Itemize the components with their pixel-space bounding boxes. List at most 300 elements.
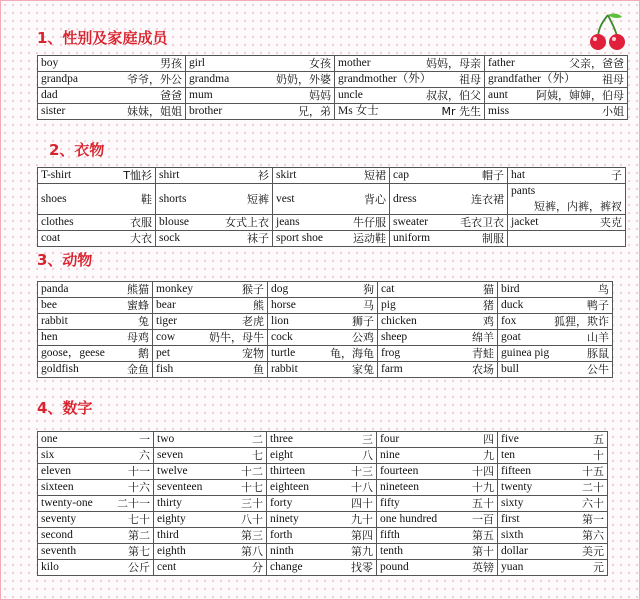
vocab-cell <box>273 231 390 247</box>
chinese-meaning: 十三 <box>351 465 373 478</box>
english-word: twelve <box>157 465 188 477</box>
chinese-meaning: 鸡 <box>483 315 494 328</box>
chinese-meaning: 二十一 <box>117 497 150 510</box>
vocab-cell <box>154 544 267 560</box>
english-word: three <box>270 433 293 445</box>
vocab-cell <box>267 480 377 496</box>
vocab-cell <box>38 512 154 528</box>
chinese-meaning: 蜜蜂 <box>127 299 149 312</box>
vocab-cell <box>498 480 608 496</box>
english-word: sixteen <box>41 481 74 493</box>
vocab-cell <box>153 330 268 346</box>
english-word: four <box>380 433 400 445</box>
english-word: bear <box>156 299 176 311</box>
chinese-meaning: 英镑 <box>472 561 494 574</box>
chinese-meaning: 一 <box>139 433 150 446</box>
english-word: seventy <box>41 513 77 525</box>
vocab-cell <box>268 282 378 298</box>
vocab-cell <box>38 544 154 560</box>
chinese-meaning: 八 <box>362 449 373 462</box>
vocab-cell <box>153 362 268 378</box>
vocab-cell <box>38 298 153 314</box>
chinese-meaning: 夹克 <box>600 216 622 229</box>
chinese-meaning: 第二 <box>128 529 150 542</box>
vocab-cell <box>38 88 186 104</box>
english-word: goose，geese <box>41 347 105 359</box>
english-word: goat <box>501 331 521 343</box>
vocab-cell <box>38 72 186 88</box>
english-word: eighteen <box>270 481 309 493</box>
chinese-meaning: 老虎 <box>242 315 264 328</box>
english-word: pants <box>511 185 536 197</box>
vocab-cell <box>335 104 485 120</box>
english-word: fish <box>156 363 174 375</box>
chinese-meaning: 五十 <box>472 497 494 510</box>
table-row <box>38 56 628 72</box>
chinese-meaning: 猫 <box>483 283 494 296</box>
chinese-meaning: 第八 <box>241 545 263 558</box>
english-word: shorts <box>159 192 187 205</box>
chinese-meaning: 第七 <box>128 545 150 558</box>
english-word: T-shirt <box>41 169 72 181</box>
vocab-cell <box>267 528 377 544</box>
chinese-meaning: T恤衫 <box>123 169 152 182</box>
english-word: twenty-one <box>41 497 93 509</box>
english-word: fourteen <box>380 465 419 477</box>
vocab-cell <box>38 184 156 215</box>
chinese-meaning: 鱼 <box>253 363 264 376</box>
english-word: mum <box>189 89 213 101</box>
english-word: cock <box>271 331 293 343</box>
table-row <box>38 88 628 104</box>
english-word: vest <box>276 192 295 205</box>
chinese-meaning: 猪 <box>483 299 494 312</box>
english-word: tiger <box>156 315 178 327</box>
chinese-meaning: 子 <box>611 169 622 182</box>
vocab-cell <box>390 231 508 247</box>
chinese-meaning: 四 <box>483 433 494 446</box>
vocab-cell <box>154 560 267 576</box>
chinese-meaning: 十七 <box>241 481 263 494</box>
english-word: uncle <box>338 89 363 101</box>
vocab-cell <box>377 432 498 448</box>
vocab-cell <box>38 496 154 512</box>
vocab-cell <box>377 480 498 496</box>
chinese-meaning: 大衣 <box>130 232 152 245</box>
chinese-meaning: 猴子 <box>242 283 264 296</box>
chinese-meaning: 爸爸 <box>160 89 182 102</box>
vocab-cell <box>377 560 498 576</box>
vocab-cell <box>508 231 626 247</box>
table-row <box>38 72 628 88</box>
chinese-meaning: 第六 <box>582 529 604 542</box>
chinese-meaning: 十四 <box>472 465 494 478</box>
vocab-cell <box>273 215 390 231</box>
chinese-meaning: 女式上衣 <box>225 216 269 229</box>
chinese-meaning: 叔叔，伯父 <box>426 89 481 102</box>
english-word: blouse <box>159 216 190 228</box>
english-word: fox <box>501 315 517 327</box>
vocab-cell <box>390 215 508 231</box>
vocab-cell <box>38 448 154 464</box>
table-row <box>38 231 626 247</box>
chinese-meaning: 奶奶，外婆 <box>276 73 331 86</box>
chinese-meaning: 十六 <box>128 481 150 494</box>
chinese-meaning: 祖母 <box>459 73 481 86</box>
english-word: eight <box>270 449 293 461</box>
vocab-cell <box>38 56 186 72</box>
english-word: seventeen <box>157 481 203 493</box>
english-word: change <box>270 561 303 573</box>
vocab-cell <box>378 282 498 298</box>
english-word: grandma <box>189 73 230 85</box>
family-table <box>37 55 628 120</box>
english-word: cat <box>381 283 395 295</box>
vocab-cell <box>186 56 335 72</box>
chinese-meaning: 龟，海龟 <box>330 347 374 360</box>
vocab-cell <box>153 314 268 330</box>
vocab-cell <box>498 464 608 480</box>
english-word: kilo <box>41 561 59 573</box>
chinese-meaning: 十八 <box>351 481 373 494</box>
vocab-cell <box>267 464 377 480</box>
chinese-meaning: 宠物 <box>242 347 264 360</box>
english-word: eleven <box>41 465 72 477</box>
vocab-cell <box>378 298 498 314</box>
english-word: girl <box>189 57 205 69</box>
vocab-cell <box>154 480 267 496</box>
table-row <box>38 215 626 231</box>
english-word: seventh <box>41 545 77 557</box>
vocab-cell <box>498 512 608 528</box>
table-row <box>38 464 608 480</box>
vocab-cell <box>38 528 154 544</box>
english-word: pig <box>381 299 396 311</box>
vocab-cell <box>390 168 508 184</box>
vocab-cell <box>377 496 498 512</box>
vocab-cell <box>377 544 498 560</box>
english-word: brother <box>189 105 223 117</box>
chinese-meaning: 狐狸，欺诈 <box>554 315 609 328</box>
english-word: panda <box>41 283 69 295</box>
english-word: ninth <box>270 545 294 557</box>
table-row <box>38 544 608 560</box>
table-row <box>38 184 626 215</box>
english-word: grandfather（外） <box>488 73 576 85</box>
english-word: grandpa <box>41 73 79 85</box>
chinese-meaning: 青蛙 <box>472 347 494 360</box>
vocab-cell <box>498 282 613 298</box>
chinese-meaning: 公牛 <box>587 363 609 376</box>
english-word: pound <box>380 561 409 573</box>
vocab-cell <box>267 560 377 576</box>
chinese-meaning: 公斤 <box>128 561 150 574</box>
chinese-meaning: 豚鼠 <box>587 347 609 360</box>
vocab-cell <box>335 56 485 72</box>
vocab-cell <box>508 215 626 231</box>
vocab-cell <box>38 104 186 120</box>
vocab-cell <box>267 496 377 512</box>
english-word: sport shoe <box>276 232 323 244</box>
chinese-meaning: 衫 <box>258 169 269 182</box>
vocab-cell <box>498 544 608 560</box>
vocab-cell <box>485 104 628 120</box>
chinese-meaning: 女孩 <box>309 57 331 70</box>
english-word: forth <box>270 529 293 541</box>
chinese-meaning: 五 <box>593 433 604 446</box>
chinese-meaning: 小姐 <box>602 105 624 118</box>
english-word: monkey <box>156 283 194 295</box>
chinese-meaning: 四十 <box>351 497 373 510</box>
table-row <box>38 560 608 576</box>
chinese-meaning: 制服 <box>482 232 504 245</box>
english-word: horse <box>271 299 296 311</box>
chinese-meaning: 美元 <box>582 545 604 558</box>
vocab-cell <box>38 215 156 231</box>
chinese-meaning: 帽子 <box>482 169 504 182</box>
vocab-cell <box>156 231 273 247</box>
chinese-meaning: 妈妈 <box>309 89 331 102</box>
vocab-cell <box>38 432 154 448</box>
english-word: cow <box>156 331 176 343</box>
chinese-meaning: 六十 <box>582 497 604 510</box>
chinese-meaning: 农场 <box>472 363 494 376</box>
english-word: cap <box>393 169 409 181</box>
chinese-meaning: 十二 <box>241 465 263 478</box>
vocab-cell <box>377 464 498 480</box>
chinese-meaning: 袜子 <box>247 232 269 245</box>
animals-table <box>37 281 613 378</box>
table-row <box>38 448 608 464</box>
vocab-cell <box>498 298 613 314</box>
english-word: hen <box>41 331 58 343</box>
chinese-meaning: 狗 <box>363 283 374 296</box>
chinese-meaning: 六 <box>139 449 150 462</box>
vocab-cell <box>154 496 267 512</box>
english-word: sixty <box>501 497 524 509</box>
english-word: chicken <box>381 315 417 327</box>
english-word: tenth <box>380 545 403 557</box>
english-word: yuan <box>501 561 524 573</box>
vocab-cell <box>378 346 498 362</box>
chinese-meaning: 七十 <box>128 513 150 526</box>
vocab-cell <box>498 362 613 378</box>
chinese-meaning: 阿姨，婶婶，伯母 <box>536 89 624 102</box>
chinese-meaning: 九十 <box>351 513 373 526</box>
vocab-cell <box>267 544 377 560</box>
chinese-meaning: 金鱼 <box>127 363 149 376</box>
chinese-meaning: 公鸡 <box>352 331 374 344</box>
english-word: dog <box>271 283 289 295</box>
chinese-meaning: 短裙 <box>364 169 386 182</box>
english-word: coat <box>41 232 61 244</box>
table-row <box>38 104 628 120</box>
table-row <box>38 480 608 496</box>
english-word: bull <box>501 363 519 375</box>
table-row <box>38 314 613 330</box>
table-row <box>38 330 613 346</box>
chinese-meaning: 鹅 <box>138 347 149 360</box>
english-word: hat <box>511 169 526 181</box>
english-word: one hundred <box>380 513 438 525</box>
vocab-cell <box>38 346 153 362</box>
english-word: sheep <box>381 331 408 343</box>
vocab-cell <box>268 362 378 378</box>
vocab-cell <box>498 432 608 448</box>
table-row <box>38 168 626 184</box>
chinese-meaning: 第一 <box>582 513 604 526</box>
vocab-cell <box>154 448 267 464</box>
english-word: thirteen <box>270 465 306 477</box>
english-word: lion <box>271 315 289 327</box>
english-word: twenty <box>501 481 533 493</box>
vocab-cell <box>498 448 608 464</box>
vocab-cell <box>38 464 154 480</box>
chinese-meaning: 第五 <box>472 529 494 542</box>
section-title-clothes: 2、衣物 <box>49 141 105 159</box>
vocab-cell <box>154 432 267 448</box>
english-word: bird <box>501 283 520 295</box>
chinese-meaning: 鸟 <box>598 283 609 296</box>
chinese-meaning: 祖母 <box>602 73 624 86</box>
vocab-cell <box>186 72 335 88</box>
english-word: clothes <box>41 216 74 228</box>
chinese-meaning: Mr 先生 <box>441 105 481 118</box>
vocab-cell <box>485 56 628 72</box>
english-word: eighth <box>157 545 186 557</box>
chinese-meaning: 母鸡 <box>127 331 149 344</box>
vocab-cell <box>154 464 267 480</box>
chinese-meaning: 短裤，内裤，裤衩 <box>534 200 622 213</box>
english-word: pet <box>156 347 171 359</box>
chinese-meaning: 男孩 <box>160 57 182 70</box>
chinese-meaning: 十一 <box>128 465 150 478</box>
chinese-meaning: 第十 <box>472 545 494 558</box>
chinese-meaning: 三 <box>362 433 373 446</box>
english-word: farm <box>381 363 403 375</box>
chinese-meaning: 七 <box>252 449 263 462</box>
vocab-cell <box>508 168 626 184</box>
vocab-cell <box>377 528 498 544</box>
table-row <box>38 496 608 512</box>
vocab-cell <box>378 330 498 346</box>
vocab-cell <box>268 314 378 330</box>
chinese-meaning: 一百 <box>472 513 494 526</box>
english-word: fifth <box>380 529 400 541</box>
english-word: rabbit <box>271 363 298 375</box>
vocab-cell <box>498 314 613 330</box>
vocab-cell <box>38 480 154 496</box>
vocab-cell <box>498 346 613 362</box>
english-word: one <box>41 433 58 445</box>
chinese-meaning: 山羊 <box>587 331 609 344</box>
chinese-meaning: 绵羊 <box>472 331 494 344</box>
chinese-meaning: 二十 <box>582 481 604 494</box>
english-word: fifty <box>380 497 400 509</box>
english-word: rabbit <box>41 315 68 327</box>
english-word: two <box>157 433 175 445</box>
english-word: jacket <box>511 216 539 228</box>
chinese-meaning: 元 <box>593 561 604 574</box>
vocab-cell <box>156 215 273 231</box>
chinese-meaning: 狮子 <box>352 315 374 328</box>
english-word: nine <box>380 449 400 461</box>
english-word: father <box>488 57 515 69</box>
vocab-cell <box>267 512 377 528</box>
vocab-cell <box>268 346 378 362</box>
english-word: grandmother（外） <box>338 73 432 85</box>
chinese-meaning: 九 <box>483 449 494 462</box>
vocab-cell <box>154 512 267 528</box>
chinese-meaning: 毛衣卫衣 <box>460 216 504 229</box>
english-word: uniform <box>393 232 431 244</box>
chinese-meaning: 第三 <box>241 529 263 542</box>
vocab-cell <box>38 362 153 378</box>
english-word: skirt <box>276 169 297 181</box>
vocab-cell <box>268 330 378 346</box>
chinese-meaning: 运动鞋 <box>353 232 386 245</box>
vocab-cell <box>38 560 154 576</box>
table-row <box>38 528 608 544</box>
vocab-cell <box>38 282 153 298</box>
english-word: goldfish <box>41 363 79 375</box>
vocab-cell <box>485 72 628 88</box>
english-word: shoes <box>41 192 67 205</box>
vocab-cell <box>498 330 613 346</box>
vocab-cell <box>390 184 508 215</box>
english-word: nineteen <box>380 481 419 493</box>
vocab-cell <box>508 184 626 215</box>
chinese-meaning: 找零 <box>351 561 373 574</box>
vocab-cell <box>156 184 273 215</box>
vocab-cell <box>267 448 377 464</box>
chinese-meaning: 十五 <box>582 465 604 478</box>
vocab-cell <box>378 362 498 378</box>
chinese-meaning: 兄，弟 <box>298 105 331 118</box>
vocab-cell <box>273 184 390 215</box>
section-title-family: 1、性别及家庭成员 <box>37 29 168 47</box>
vocab-cell <box>268 298 378 314</box>
english-word: duck <box>501 299 524 311</box>
english-word: eighty <box>157 513 186 525</box>
english-word: dress <box>393 192 417 205</box>
english-word: dollar <box>501 545 528 557</box>
vocab-cell <box>186 104 335 120</box>
chinese-meaning: 分 <box>252 561 263 574</box>
english-word: dad <box>41 89 58 101</box>
chinese-meaning: 十九 <box>472 481 494 494</box>
english-word: aunt <box>488 89 508 101</box>
english-word: sock <box>159 232 181 244</box>
vocab-cell <box>378 314 498 330</box>
chinese-meaning: 十 <box>593 449 604 462</box>
chinese-meaning: 奶牛，母牛 <box>209 331 264 344</box>
english-word: sweater <box>393 216 429 228</box>
english-word: second <box>41 529 73 541</box>
chinese-meaning: 兔 <box>138 315 149 328</box>
vocab-cell <box>267 432 377 448</box>
english-word: ten <box>501 449 516 461</box>
chinese-meaning: 第四 <box>351 529 373 542</box>
chinese-meaning: 三十 <box>241 497 263 510</box>
section-title-numbers: 4、数字 <box>37 399 93 417</box>
vocab-cell <box>335 88 485 104</box>
chinese-meaning: 熊 <box>253 299 264 312</box>
vocab-cell <box>38 330 153 346</box>
english-word: cent <box>157 561 177 573</box>
english-word: forty <box>270 497 293 509</box>
numbers-table <box>37 431 608 576</box>
